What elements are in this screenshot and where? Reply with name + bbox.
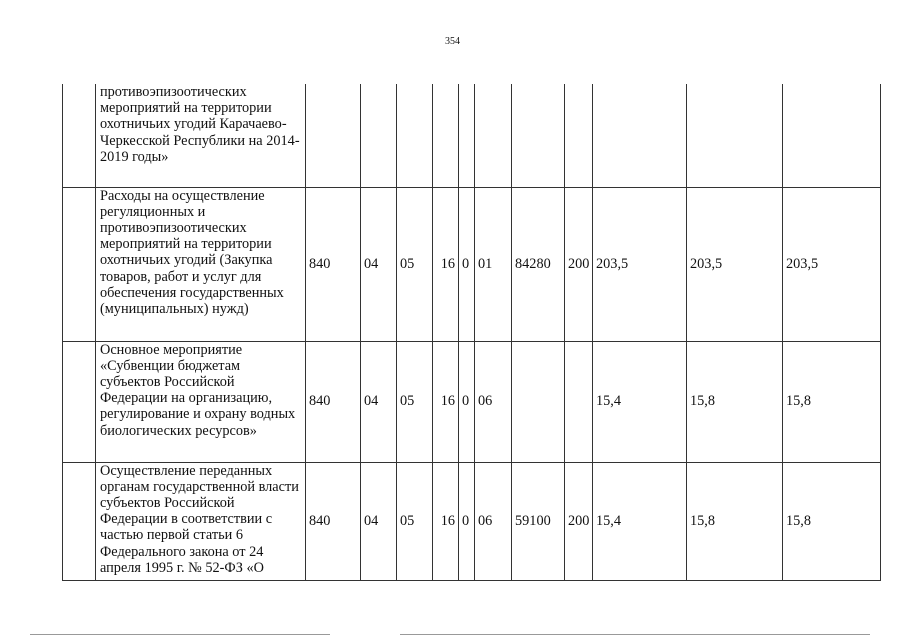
program-cell: 16	[433, 341, 459, 462]
budget-table	[62, 84, 881, 581]
amount-2017-cell	[593, 84, 687, 187]
main-activity-cell: 01	[475, 187, 512, 341]
amount-2019-cell: 203,5	[783, 187, 881, 341]
program-cell: 16	[433, 187, 459, 341]
direction-cell	[512, 84, 565, 187]
page-number: 354	[445, 36, 460, 47]
subsection-cell: 05	[397, 462, 433, 580]
main-activity-cell: 06	[475, 341, 512, 462]
program-cell: 16	[433, 462, 459, 580]
amount-2019-cell	[783, 84, 881, 187]
grbs-cell: 840	[306, 462, 361, 580]
amount-2017-cell: 15,4	[593, 341, 687, 462]
section-cell: 04	[361, 187, 397, 341]
table-row	[63, 84, 881, 187]
row-index-cell	[63, 462, 96, 580]
expense-type-cell: 200	[565, 462, 593, 580]
grbs-cell	[306, 84, 361, 187]
direction-cell	[512, 341, 565, 462]
amount-2018-cell: 203,5	[687, 187, 783, 341]
section-cell	[361, 84, 397, 187]
table-row	[63, 341, 881, 462]
expense-type-cell: 200	[565, 187, 593, 341]
subsection-cell: 05	[397, 341, 433, 462]
section-cell: 04	[361, 462, 397, 580]
amount-2018-cell	[687, 84, 783, 187]
scan-artifact-line	[400, 634, 870, 635]
item-name-cell: Расходы на осуществление регуляционных и противоэпизоотических мероприятий на территории охотничьих угодий (Закупка товаров, работ и услуг для обеспечения государственных (муниципальных) нужд)	[96, 187, 306, 341]
expense-type-cell	[565, 84, 593, 187]
subprogram-cell	[459, 84, 475, 187]
item-name-cell: Осуществление переданных органам государственной власти субъектов Российской Федерации в соответствии с частью первой статьи 6 Федерального закона от 24 апреля 1995 г. № 52-ФЗ «О	[96, 462, 306, 580]
amount-2019-cell: 15,8	[783, 462, 881, 580]
item-name-cell: Основное мероприятие «Субвенции бюджетам субъектов Российской Федерации на организацию, регулирование и охрану водных биологических ресурсов»	[96, 341, 306, 462]
subsection-cell: 05	[397, 187, 433, 341]
expense-type-cell	[565, 341, 593, 462]
direction-cell: 84280	[512, 187, 565, 341]
amount-2018-cell: 15,8	[687, 462, 783, 580]
main-activity-cell: 06	[475, 462, 512, 580]
amount-2019-cell: 15,8	[783, 341, 881, 462]
amount-2018-cell: 15,8	[687, 341, 783, 462]
row-index-cell	[63, 84, 96, 187]
table-row	[63, 187, 881, 341]
program-cell	[433, 84, 459, 187]
subsection-cell	[397, 84, 433, 187]
subprogram-cell: 0	[459, 341, 475, 462]
main-activity-cell	[475, 84, 512, 187]
table-row	[63, 462, 881, 580]
item-name-cell: противоэпизоотических мероприятий на территории охотничьих угодий Карачаево-Черкесской Республики на 2014-2019 годы»	[96, 84, 306, 187]
amount-2017-cell: 203,5	[593, 187, 687, 341]
row-index-cell	[63, 187, 96, 341]
section-cell: 04	[361, 341, 397, 462]
amount-2017-cell: 15,4	[593, 462, 687, 580]
row-index-cell	[63, 341, 96, 462]
direction-cell: 59100	[512, 462, 565, 580]
subprogram-cell: 0	[459, 462, 475, 580]
scan-artifact-line	[30, 634, 330, 635]
subprogram-cell: 0	[459, 187, 475, 341]
grbs-cell: 840	[306, 187, 361, 341]
grbs-cell: 840	[306, 341, 361, 462]
